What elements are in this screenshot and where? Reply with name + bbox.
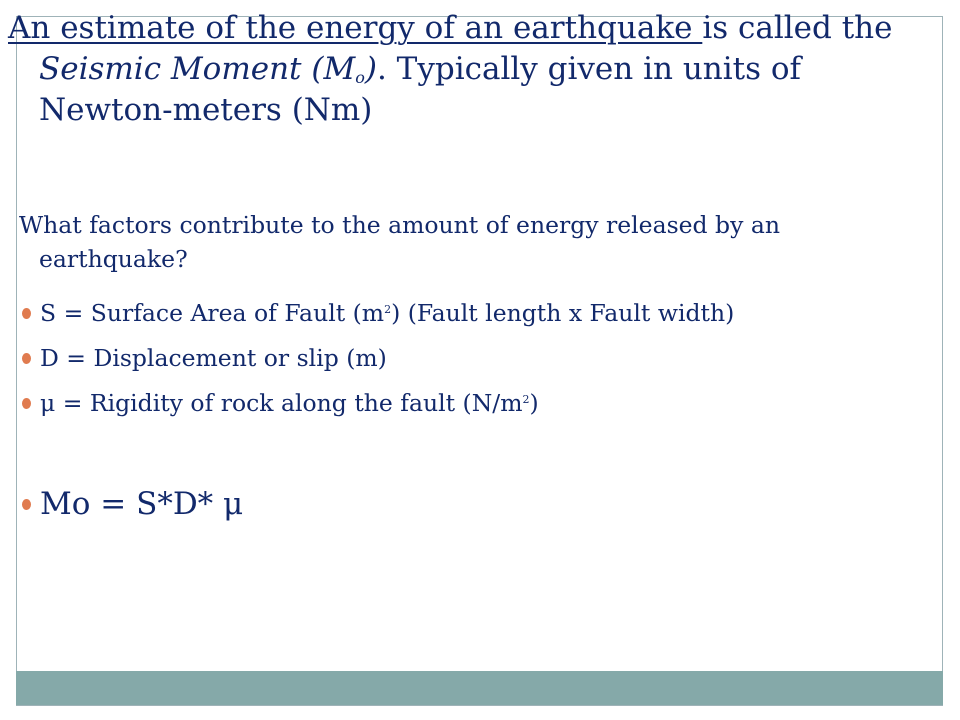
bullet-superscript: 2 bbox=[384, 303, 392, 316]
list-item bbox=[22, 296, 922, 341]
formula-text: Mo = S*D* μ bbox=[40, 486, 244, 522]
footer-bar bbox=[16, 671, 943, 705]
question-line-2: earthquake? bbox=[39, 245, 188, 273]
title-line-2 bbox=[8, 49, 938, 90]
bullet-text-tail: ) bbox=[529, 389, 539, 417]
bullet-dot-icon bbox=[22, 398, 31, 409]
bullet-superscript: 2 bbox=[522, 393, 530, 406]
title-line-3: Newton-meters (Nm) bbox=[39, 92, 373, 128]
bullet-text: μ = Rigidity of rock along the fault (N/m bbox=[40, 389, 523, 417]
seismic-moment-formula bbox=[22, 482, 243, 526]
bullet-dot-icon bbox=[22, 499, 31, 510]
bullet-text: D = Displacement or slip (m) bbox=[40, 344, 387, 372]
seismic-moment-close: ) bbox=[364, 51, 377, 87]
units-text: . Typically given in units of bbox=[376, 51, 802, 87]
title-text: is called the bbox=[702, 10, 893, 46]
question-text bbox=[19, 208, 929, 276]
seismic-moment-term bbox=[39, 51, 377, 87]
bullet-dot-icon bbox=[22, 308, 31, 319]
seismic-moment-label: Seismic Moment (M bbox=[39, 51, 356, 87]
bullet-text-tail: ) (Fault length x Fault width) bbox=[391, 299, 735, 327]
title-link[interactable]: An estimate of the energy of an earthquake bbox=[8, 10, 703, 46]
slide-title bbox=[8, 8, 938, 131]
question-line-1: What factors contribute to the amount of energy released by an bbox=[19, 211, 780, 239]
list-item bbox=[22, 386, 922, 431]
list-item bbox=[22, 341, 922, 386]
factor-list bbox=[22, 296, 922, 431]
bullet-text: S = Surface Area of Fault (m bbox=[40, 299, 385, 327]
seismic-moment-subscript: o bbox=[355, 68, 365, 87]
bullet-dot-icon bbox=[22, 353, 31, 364]
